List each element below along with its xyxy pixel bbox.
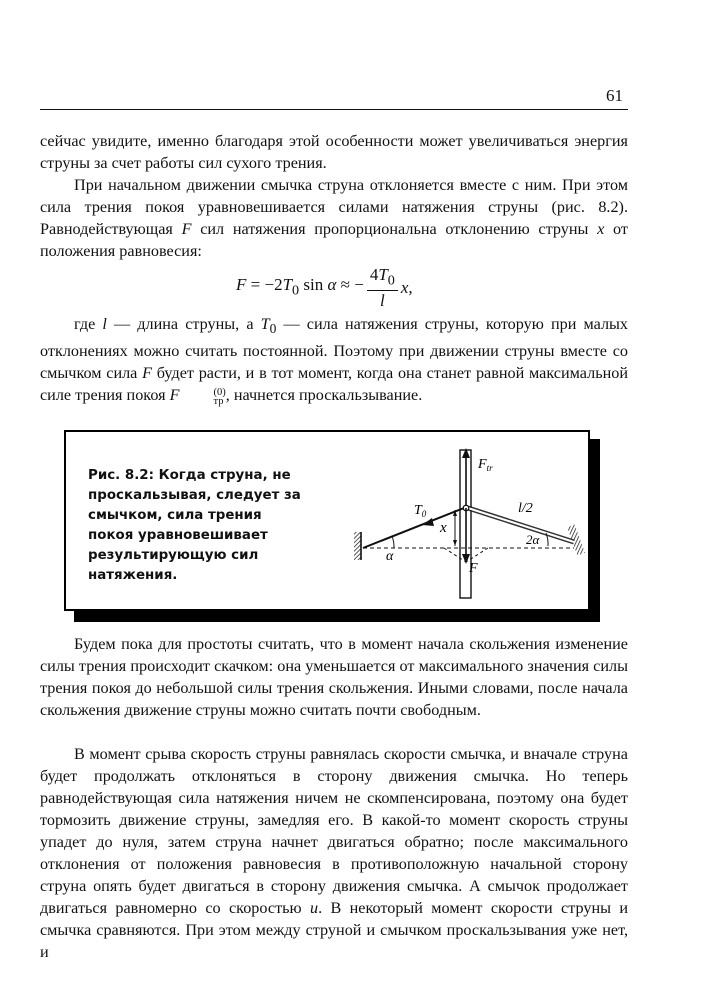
angle-arc-left bbox=[392, 536, 394, 548]
label-F: F bbox=[469, 561, 478, 576]
formula-sin: sin bbox=[299, 275, 328, 294]
p3-text-5: , начнется проскальзывание. bbox=[225, 386, 423, 405]
label-x: x bbox=[440, 520, 447, 536]
p3-text-2: — длина струны, а bbox=[106, 315, 261, 333]
formula-fraction bbox=[367, 265, 398, 311]
figure-8-2 bbox=[64, 430, 590, 611]
p5-var-u: u bbox=[309, 899, 319, 917]
p3-var-Ftr-sub: тр bbox=[213, 395, 224, 407]
p3-text-4: будет расти, и в тот момент, когда она станет равной максимальной силе трения покоя bbox=[40, 364, 628, 405]
page-number: 61 bbox=[606, 86, 623, 105]
p2-text-2: сил натяжения пропорциональна отклонению струны bbox=[191, 220, 598, 238]
formula-num: 4 bbox=[369, 264, 379, 284]
figure-caption: Рис. 8.2: Когда струна, не проскальзывая, следует за смычком, сила трения покоя уравновешивает результирующую сил натяжения. bbox=[88, 468, 301, 583]
formula-T: T bbox=[282, 275, 293, 294]
p2-var-F: F bbox=[181, 220, 192, 238]
paragraph-2 bbox=[40, 174, 628, 262]
formula-numT: T bbox=[378, 264, 388, 284]
formula-alpha: α bbox=[327, 275, 337, 294]
header-rule bbox=[40, 109, 628, 110]
p5-text-1: В момент срыва скорость струны равнялась скорости смычка, и вначале струна будет продолжать отклоняться в сторону движения смычка. Но теперь равнодействующая сила натяжения ничем не скомпенсирована, поэтому она будет тормозить движение струны, замедляя его. В какой-то момент скорость струны упадет до нуля, затем струна начнет двигаться обратно; после максимального отклонения от положения равновесия в противоположную начальной сторону струна опять будет двигаться в сторону движения смычка. А смычок продолжает двигаться равномерно со скоростью bbox=[40, 745, 628, 917]
p3-var-T0-sub: 0 bbox=[269, 321, 277, 337]
formula-numsub: 0 bbox=[387, 271, 395, 288]
p3-var-F: F bbox=[142, 364, 153, 383]
label-Ftr: $F_{tr}$ bbox=[478, 457, 493, 473]
formula-den: l bbox=[379, 290, 385, 310]
formula bbox=[236, 263, 413, 310]
formula-tail: x, bbox=[400, 277, 413, 297]
formula-Tsub: 0 bbox=[292, 282, 300, 299]
p5-text-2: . В некоторый момент скорости струны и смычка сравняются. При этом между струной и смычком проскальзывания уже нет, и bbox=[40, 899, 628, 961]
formula-approx: ≈ − bbox=[336, 275, 364, 294]
label-T0: $T_0$ bbox=[414, 503, 427, 519]
formula-eq: = −2 bbox=[246, 275, 283, 294]
p3-var-Ftr-sup: (0) bbox=[213, 386, 226, 398]
label-l-half: l/2 bbox=[518, 501, 533, 516]
p3-text-1: где bbox=[74, 315, 103, 333]
label-alpha: α bbox=[386, 549, 394, 564]
string-diagram bbox=[346, 440, 586, 602]
paragraph-5 bbox=[40, 743, 628, 963]
p2-var-x: x bbox=[597, 220, 605, 238]
p3-var-T0: T bbox=[260, 315, 270, 333]
p3-var-l: l bbox=[102, 315, 107, 333]
p2-text-1: При начальном движении смычка струна отклоняется вместе с ним. При этом сила трения покоя уравновешивается силами натяжения струны (рис. 8.2). Равнодействующая bbox=[40, 176, 628, 238]
paragraph-1: сейчас увидите, именно благодаря этой особенности может увеличиваться энергия струны за счет работы сил сухого трения. bbox=[40, 132, 628, 172]
p3-var-Ftr: F bbox=[169, 386, 180, 405]
p2-text-3: от положения равновесия: bbox=[40, 220, 628, 260]
tension-arrowhead bbox=[422, 518, 434, 526]
formula-lhs: F bbox=[236, 275, 247, 294]
paragraph-3 bbox=[40, 313, 628, 406]
left-support bbox=[354, 532, 361, 560]
label-two-alpha: 2α bbox=[526, 532, 540, 547]
p3-text-3: — сила натяжения струны, которую при малых отклонениях можно считать постоянной. Поэтому при движении струны вместе со смычком сила bbox=[40, 315, 628, 383]
paragraph-4: Будем пока для простоты считать, что в момент начала скольжения изменение силы трения происходит скачком: она уменьшается от максимального значения силы трения покоя до небольшой силы трения скольжения. Иными словами, после начала скольжения движение струны можно считать почти свободным. bbox=[40, 635, 628, 719]
